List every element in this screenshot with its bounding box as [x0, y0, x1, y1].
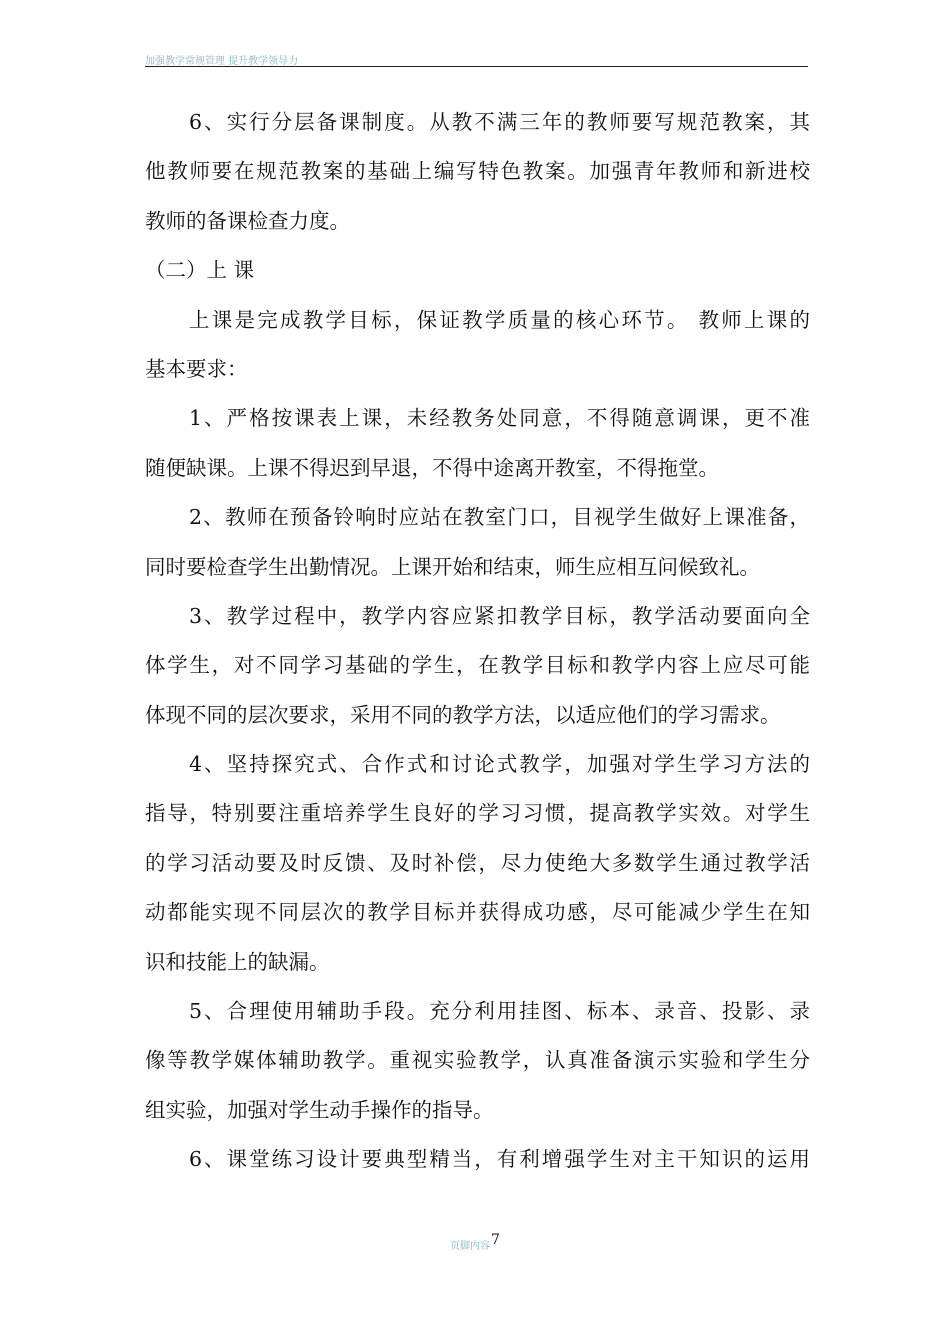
paragraph-line: 体现不同的层次要求，采用不同的教学方法，以适应他们的学习需求。: [145, 702, 781, 727]
paragraph-line: 上课是完成教学目标，保证教学质量的核心环节。 教师上课的: [189, 307, 810, 332]
paragraph-line: 4、坚持探究式、合作式和讨论式教学，加强对学生学习方法的: [189, 752, 810, 777]
paragraph-line: 基本要求：: [145, 356, 248, 381]
paragraph-line: 6、课堂练习设计要典型精当，有利增强学生对主干知识的运用: [189, 1147, 810, 1172]
paragraph-line: 他教师要在规范教案的基础上编写特色教案。加强青年教师和新进校: [145, 159, 810, 184]
paragraph-line: 的学习活动要及时反馈、及时补偿，尽力使绝大多数学生通过教学活: [145, 850, 810, 875]
paragraph-line: 随便缺课。上课不得迟到早退，不得中途离开教室，不得拖堂。: [145, 455, 719, 480]
page-footer: [0, 1232, 950, 1252]
paragraph-line: 指导，特别要注重培养学生良好的学习习惯，提高教学实效。对学生: [145, 801, 810, 826]
page-header: [145, 56, 808, 70]
header-rule: [145, 66, 808, 67]
paragraph-line: 体学生，对不同学习基础的学生，在教学目标和教学内容上应尽可能: [145, 653, 810, 678]
paragraph-line: 组实验，加强对学生动手操作的指导。: [145, 1097, 494, 1122]
section-heading: （二）上 课: [145, 258, 255, 283]
paragraph-line: 5、合理使用辅助手段。充分利用挂图、标本、录音、投影、录: [189, 999, 810, 1024]
paragraph-line: 3、教学过程中，教学内容应紧扣教学目标，教学活动要面向全: [189, 603, 810, 628]
paragraph-line: 1、严格按课表上课，未经教务处同意，不得随意调课，更不准: [189, 406, 810, 431]
paragraph-line: 同时要检查学生出勤情况。上课开始和结束，师生应相互问候致礼。: [145, 554, 760, 579]
footer-label: 页脚内容: [450, 1241, 491, 1252]
paragraph-line: 6、实行分层备课制度。从教不满三年的教师要写规范教案，其: [189, 110, 810, 134]
document-body: [145, 102, 810, 1189]
paragraph-line: 识和技能上的缺漏。: [145, 949, 330, 974]
paragraph-line: 动都能实现不同层次的教学目标并获得成功感，尽可能减少学生在知: [145, 900, 810, 925]
header-text: 加强教学常规管理 提升教学领导力: [145, 56, 299, 67]
page-number: 7: [491, 1232, 500, 1248]
paragraph-line: 2、教师在预备铃响时应站在教室门口，目视学生做好上课准备，: [189, 505, 810, 530]
paragraph-line: 像等教学媒体辅助教学。重视实验教学，认真准备演示实验和学生分: [145, 1048, 810, 1073]
paragraph-line: 教师的备课检查力度。: [145, 208, 350, 233]
